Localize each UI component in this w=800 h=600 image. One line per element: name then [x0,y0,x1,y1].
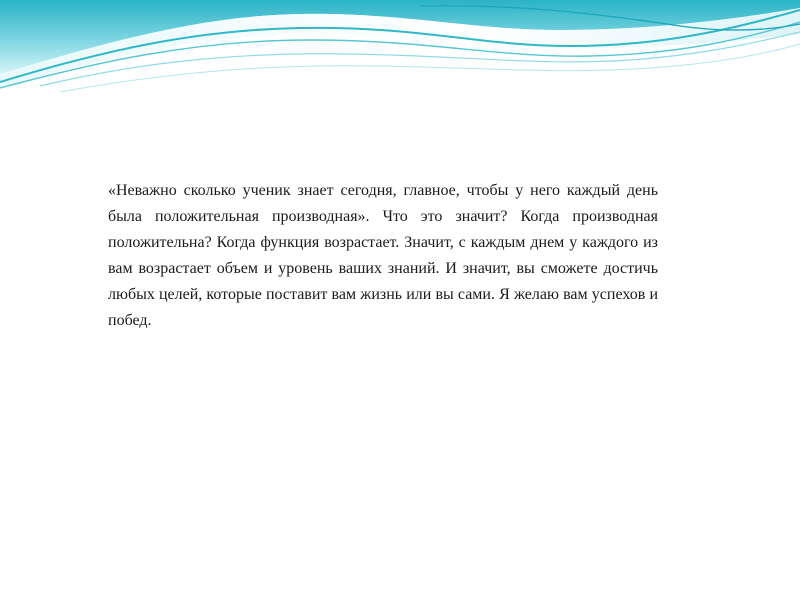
slide-body-text: «Неважно сколько ученик знает сегодня, главное, чтобы у него каждый день была положительная производная». Что это значит? Когда производная положительна? Когда функция возрастает. Значит, с каждым днем у каждого из вам возрастает объем и уровень ваших знаний. И значит, вы сможете достичь любых целей, которые поставит вам жизнь или вы сами. Я желаю вам успехов и побед. [108,182,658,329]
header-wave-decoration [0,0,800,100]
